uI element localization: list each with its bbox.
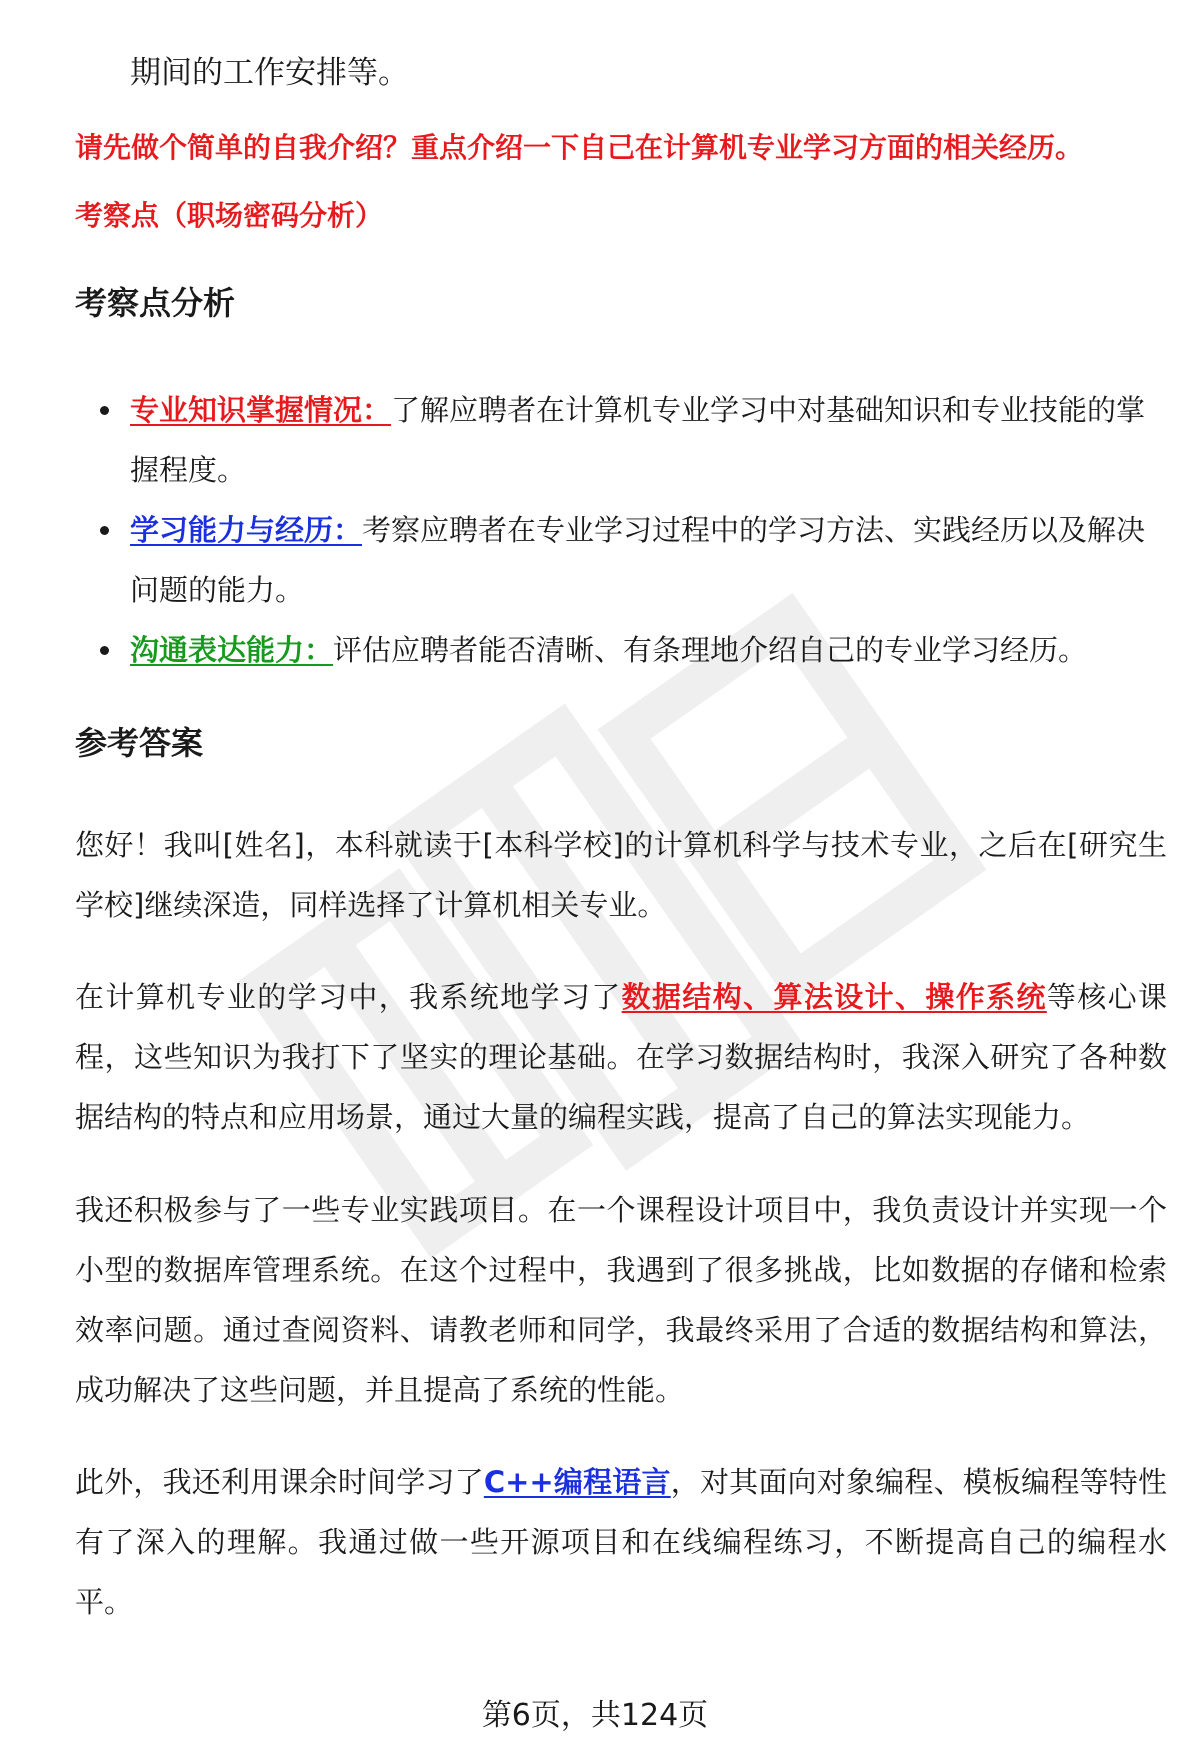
continuation-line: 期间的工作安排等。 (130, 55, 409, 91)
list-item (100, 500, 1165, 620)
list-item-text: 了解应聘者在计算机专业学习中对基础知识和专业技能的掌握程度。 (130, 393, 1146, 487)
bullet-dot (100, 526, 109, 535)
paragraph-text: 在计算机专业的学习中，我系统地学习了 (75, 980, 622, 1014)
list-item-text: 考察应聘者在专业学习过程中的学习方法、实践经历以及解决问题的能力。 (130, 513, 1146, 607)
answer-paragraph: 我还积极参与了一些专业实践项目。在一个课程设计项目中，我负责设计并实现一个小型的数据库管理系统。在这个过程中，我遇到了很多挑战，比如数据的存储和检索效率问题。通过查阅资料、请教老师和同学，我最终采用了合适的数据结构和算法，成功解决了这些问题，并且提高了系统的性能。 (75, 1193, 1167, 1407)
paragraph-text: 此外，我还利用课余时间学习了 (75, 1465, 484, 1499)
answer-paragraph (75, 967, 1167, 1147)
analysis-list (100, 380, 1165, 680)
page-number: 第6页，共124页 (481, 1698, 709, 1733)
bullet-dot (100, 646, 109, 655)
highlight-link[interactable]: 数据结构、算法设计、操作系统 (621, 980, 1047, 1014)
keyword-link[interactable]: 学习能力与经历： (130, 513, 363, 547)
list-item (100, 380, 1165, 500)
keyword-link[interactable]: 沟通表达能力： (130, 633, 334, 667)
paragraph-text: 等核心课程，这些知识为我打下了坚实的理论基础。在学习数据结构时，我深入研究了各种数据结构的特点和应用场景，通过大量的编程实践，提高了自己的算法实现能力。 (75, 980, 1167, 1134)
paragraph-text: ，对其面向对象编程、模板编程等特性有了深入的理解。我通过做一些开源项目和在线编程练习，不断提高自己的编程水平。 (75, 1465, 1167, 1619)
interview-question: 请先做个简单的自我介绍？重点介绍一下自己在计算机专业学习方面的相关经历。 (75, 131, 1084, 164)
analysis-heading: 考察点分析 (75, 284, 236, 322)
list-item (100, 620, 1165, 680)
list-item-text: 评估应聘者能否清晰、有条理地介绍自己的专业学习经历。 (333, 633, 1088, 667)
question-subtitle: 考察点（职场密码分析） (75, 199, 384, 232)
keyword-link[interactable]: 专业知识掌握情况： (130, 393, 392, 427)
answer-paragraph: 您好！我叫[姓名]，本科就读于[本科学校]的计算机科学与技术专业，之后在[研究生学校]继续深造，同样选择了计算机相关专业。 (75, 828, 1167, 922)
highlight-link[interactable]: C++编程语言 (483, 1465, 671, 1499)
bullet-dot (100, 406, 109, 415)
answer-heading: 参考答案 (75, 724, 204, 762)
answer-paragraph (75, 1452, 1167, 1632)
